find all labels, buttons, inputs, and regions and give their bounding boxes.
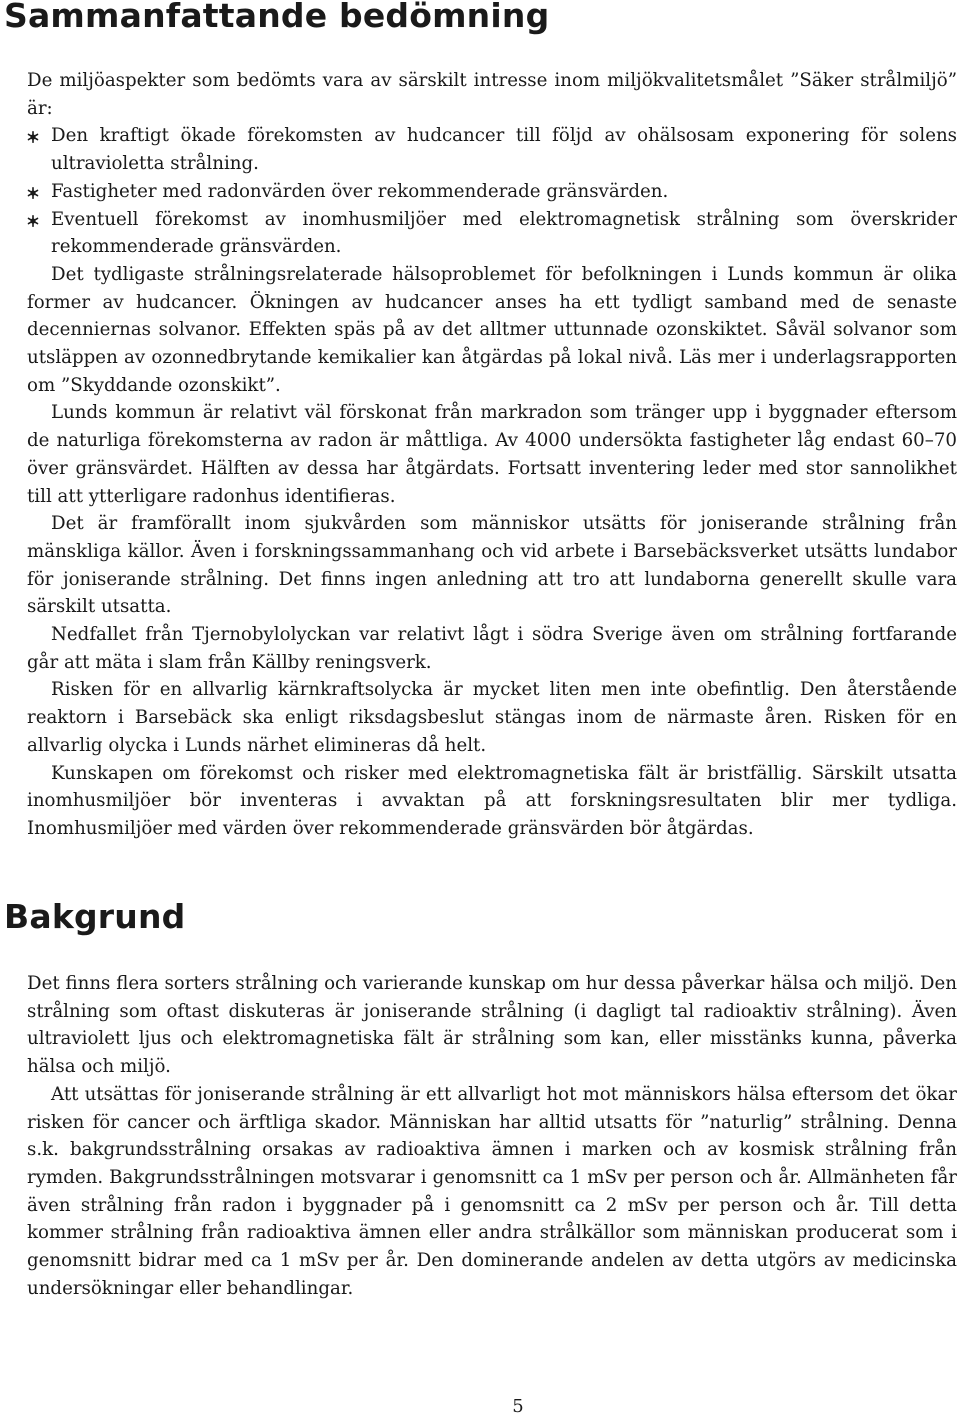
page-number: 5: [512, 1396, 524, 1417]
summary-bullet-list: [27, 122, 957, 261]
section-heading-background: Bakgrund: [4, 897, 186, 936]
bullet-text: Den kraftigt ökade förekomsten av hudcancer till följd av ohälsosam exponering för solens ultravioletta strålning.: [51, 125, 957, 175]
summary-paragraph: Risken för en allvarlig kärnkraftsolycka är mycket liten men inte obefintlig. Den återstående reaktorn i Barsebäck ska enligt riksdagsbeslut stängas inom de närmaste åren. Risken för en allvarlig olycka i Lunds närhet elimineras då helt.: [27, 679, 957, 756]
summary-paragraph: Kunskapen om förekomst och risker med elektromagnetiska fält är bristfällig. Särskilt utsatta inomhusmiljöer bör inventeras i avvaktan på att forskningsresultaten blir mer tydliga. Inomhusmiljöer med värden över rekommenderade gränsvärden bör åtgärdas.: [27, 762, 957, 839]
summary-intro: De miljöaspekter som bedömts vara av särskilt intresse inom miljökvalitetsmålet ”Säker strålmiljö” är:: [27, 70, 957, 119]
summary-section: [27, 67, 957, 843]
list-item: [27, 178, 957, 206]
summary-paragraph: Det tydligaste strålningsrelaterade hälsoproblemet för befolkningen i Lunds kommun är olika former av hudcancer. Ökningen av hudcancer anses ha ett tydligt samband med de senaste decenniernas solvanor. Effekten späs på av det alltmer uttunnade ozonskiktet. Såväl solvanor som utsläppen av ozonnedbrytande kemikalier kan åtgärdas på lokal nivå. Läs mer i underlagsrapporten om ”Skyddande ozonskikt”.: [27, 263, 957, 396]
bullet-text: Eventuell förekomst av inomhusmiljöer med elektromagnetisk strålning som överskrider rekommenderade gränsvärden.: [51, 208, 957, 258]
summary-paragraph: Lunds kommun är relativt väl förskonat från markradon som tränger upp i byggnader eftersom de naturliga förekomsterna av radon är måttliga. Av 4000 undersökta fastigheter låg endast 60–70 över gränsvärdet. Hälften av dessa har åtgärdats. Fortsatt inventering leder med stor sannolikhet till att ytterligare radonhus identifieras.: [27, 402, 957, 507]
section-heading-summary: Sammanfattande bedömning: [4, 0, 550, 35]
asterisk-bullet-icon: [27, 215, 39, 227]
asterisk-bullet-icon: [27, 187, 39, 199]
background-section: [27, 970, 957, 1302]
background-paragraph: Det finns flera sorters strålning och varierande kunskap om hur dessa påverkar hälsa och miljö. Den strålning som oftast diskuteras är joniserande strålning (i dagligt tal radioaktiv strålning). Även ultraviolett ljus och elektromagnetiska fält är strålning som kan, eller misstänks kunna, påverka hälsa och miljö.: [27, 973, 957, 1078]
list-item: [27, 122, 957, 177]
asterisk-bullet-icon: [27, 131, 39, 143]
bullet-text: Fastigheter med radonvärden över rekommenderade gränsvärden.: [51, 180, 669, 202]
background-paragraph: Att utsättas för joniserande strålning är ett allvarligt hot mot människors hälsa eftersom det ökar risken för cancer och ärftliga skador. Människan har alltid utsatts för ”naturlig” strålning. Denna s.k. bakgrundsstrålning orsakas av radioaktiva ämnen i marken och av kosmisk strålning från rymden. Bakgrundsstrålningen motsvarar i genomsnitt ca 1 mSv per person och år. Allmänheten får även strålning från radon i byggnader på i genomsnitt ca 2 mSv per person och år. Till detta kommer strålning från radioaktiva ämnen eller andra strålkällor som människan producerat som i genomsnitt bidrar med ca 1 mSv per år. Den dominerande andelen av detta utgörs av medicinska undersökningar eller behandlingar.: [27, 1083, 957, 1299]
summary-paragraph: Nedfallet från Tjernobylolyckan var relativt lågt i södra Sverige även om strålning fortfarande går att mäta i slam från Källby reningsverk.: [27, 624, 957, 673]
summary-paragraph: Det är framförallt inom sjukvården som människor utsätts för joniserande strålning från mänskliga källor. Även i forskningssammanhang och vid arbete i Barsebäcksverket utsätts lundabor för joniserande strålning. Det finns ingen anledning att tro att lundaborna generellt skulle vara särskilt utsatta.: [27, 513, 957, 618]
list-item: [27, 206, 957, 261]
